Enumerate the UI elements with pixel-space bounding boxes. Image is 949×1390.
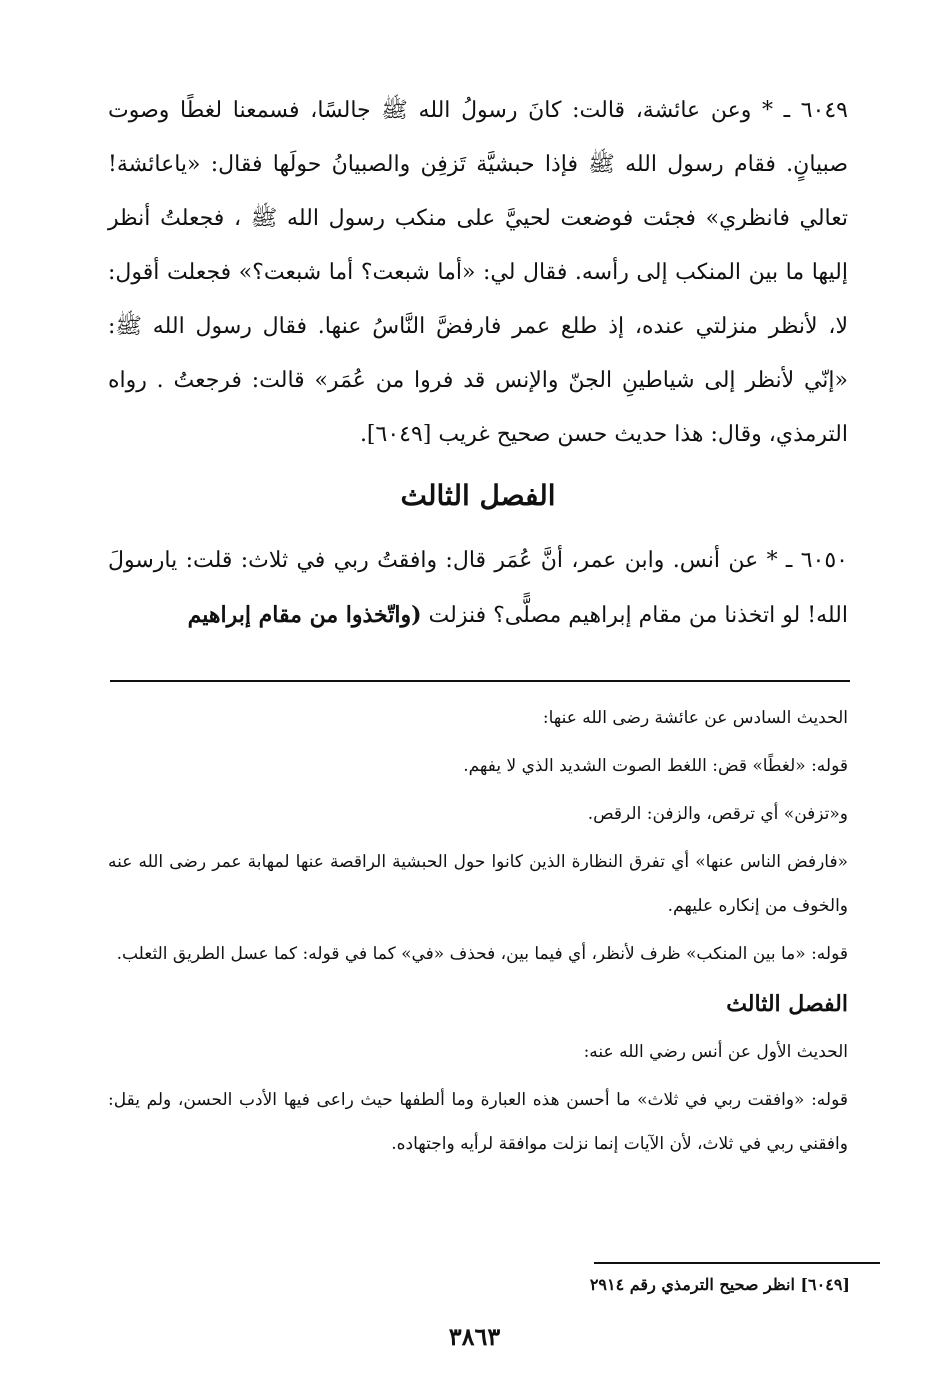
hadith-6050-intro: ٦٠٥٠ ـ * عن أنس. وابن عمر، أنَّ عُمَر قال: وافقتُ ربي في ثلاث: قلت: يارسولَ الله! لو اتخذنا من مقام إبراهيم مصلًّى؟ فنزلت	[108, 548, 848, 628]
section-heading: الفصل الثالث	[400, 479, 556, 512]
note-paragraph: و«تزفن» أي ترقص، والزفن: الرقص.	[587, 804, 848, 824]
notes-section-heading: الفصل الثالث	[726, 991, 848, 1017]
note-paragraph: قوله: «ما بين المنكب» ظرف لأنظر، أي فيما بين، فحذف «في» كما في قوله: كما عسل الطريق الثعلب.	[116, 944, 848, 964]
note-paragraph: قوله: «وافقت ربي في ثلاث» ما أحسن هذه العبارة وما ألطفها حيث راعى فيها الأدب الحسن، ولم يقل: وافقني ربي في ثلاث، لأن الآيات إنما نزلت موافقة لرأيه واجتهاده.	[108, 1090, 848, 1154]
quran-quote: (واتّخذوا من مقام إبراهيم	[187, 602, 422, 628]
footnote: [٦٠٤٩] انظر صحيح الترمذي رقم ٢٩١٤	[589, 1275, 850, 1294]
main-text	[108, 84, 848, 643]
note-paragraph: الحديث السادس عن عائشة رضى الله عنها:	[542, 708, 848, 728]
note-paragraph: الحديث الأول عن أنس رضي الله عنه:	[583, 1042, 848, 1062]
hadith-6050-paragraph	[108, 534, 848, 643]
page-number: ٣٨٦٣	[448, 1322, 501, 1351]
note-paragraph: «فارفض الناس عنها» أي تفرق النظارة الذين كانوا حول الحبشية الراقصة عنها لمهابة عمر رضى الله عنه والخوف من إنكاره عليهم.	[108, 852, 848, 916]
commentary-notes	[108, 696, 848, 1170]
hadith-6049-paragraph: ٦٠٤٩ ـ * وعن عائشة، قالت: كانَ رسولُ الله ﷺ جالسًا، فسمعنا لغطًا وصوت صبيانٍ. فقام رسول الله ﷺ فإذا حبشيَّة تَزفِن والصبيانُ حولَها فقال: «ياعائشة! تعالي فانظري» فجئت فوضعت لحييَّ على منكب رسول الله ﷺ ، فجعلتُ أنظر إليها ما بين المنكب إلى رأسه. فقال لي: «أما شبعت؟ أما شبعت؟» فجعلت أقول: لا، لأنظر منزلتي عنده، إذ طلع عمر فارفضَّ النَّاسُ عنها. فقال رسول الله ﷺ: «إنّي لأنظر إلى شياطينِ الجنّ والإنس قد فروا من عُمَر» قالت: فرجعتُ . رواه الترمذي، وقال: هذا حديث حسن صحيح غريب [٦٠٤٩].	[108, 98, 848, 447]
commentary-divider	[110, 680, 850, 682]
footnote-divider	[594, 1262, 880, 1264]
note-paragraph: قوله: «لغطًا» قض: اللغط الصوت الشديد الذي لا يفهم.	[463, 756, 848, 776]
